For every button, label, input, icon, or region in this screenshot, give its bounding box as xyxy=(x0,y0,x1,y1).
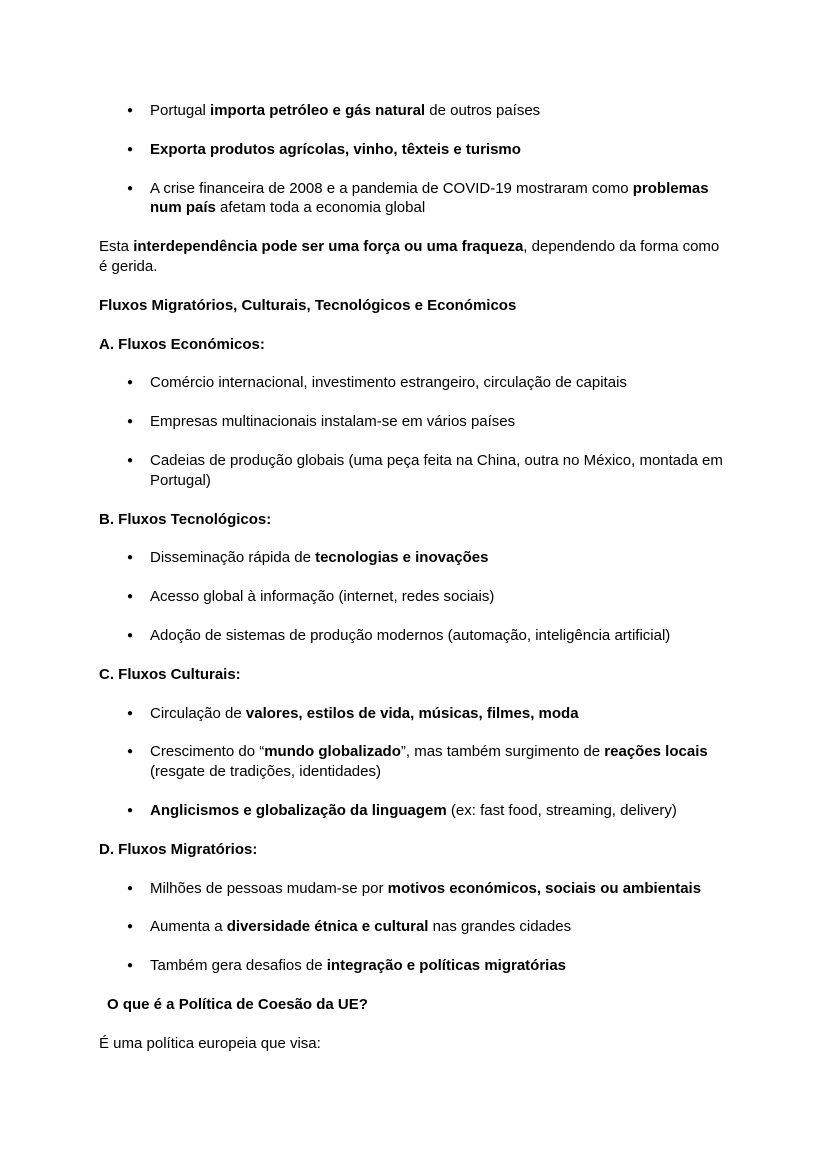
regular-text: Aumenta a xyxy=(150,918,227,936)
bullet-text xyxy=(150,956,729,976)
bold-text: B. Fluxos Tecnológicos: xyxy=(99,510,272,528)
bullet-item xyxy=(99,956,729,976)
regular-text: Comércio internacional, investimento estrangeiro, circulação de capitais xyxy=(150,374,627,392)
bullet-marker-icon: ● xyxy=(127,746,134,758)
bullet-text xyxy=(150,587,729,607)
regular-text: Crescimento do “ xyxy=(150,743,265,761)
heading xyxy=(99,510,729,530)
bullet-text xyxy=(150,801,729,821)
bullet-marker-icon: ● xyxy=(127,105,134,116)
regular-text: de outros países xyxy=(425,102,541,119)
bullet-marker-icon: ● xyxy=(127,707,134,719)
bold-text: interdependência pode ser uma força ou uma fraqueza xyxy=(133,238,524,256)
bullet-marker-icon: ● xyxy=(127,882,134,894)
bullet-marker-icon: ● xyxy=(127,629,134,641)
regular-text: afetam toda a economia global xyxy=(215,199,426,217)
regular-text: Disseminação rápida de xyxy=(150,549,316,567)
bullet-item xyxy=(99,179,729,219)
bullet-marker-icon: ● xyxy=(127,921,134,933)
bullet-item xyxy=(99,917,729,937)
bullet-item xyxy=(99,801,729,821)
bold-text: diversidade étnica e cultural xyxy=(226,918,429,936)
bullet-text xyxy=(150,101,729,121)
bullet-item xyxy=(99,742,729,782)
bullet-item xyxy=(99,548,729,568)
bold-text: A. Fluxos Económicos: xyxy=(99,335,265,353)
bullet-marker-icon: ● xyxy=(127,552,134,564)
regular-text: Cadeias de produção globais (uma peça feita na China, outra no México, montada em Portugal) xyxy=(150,451,723,489)
regular-text: Empresas multinacionais instalam-se em vários países xyxy=(150,413,516,431)
paragraph xyxy=(99,1034,729,1054)
bold-text: Anglicismos e globalização da linguagem xyxy=(150,801,447,819)
bullet-text xyxy=(150,412,729,432)
bullet-text xyxy=(150,451,729,491)
regular-text: Portugal xyxy=(150,102,211,119)
bullet-text xyxy=(150,879,729,899)
bullet-item xyxy=(99,704,729,724)
heading xyxy=(99,995,729,1015)
bold-text: D. Fluxos Migratórios: xyxy=(99,840,258,858)
regular-text: , dependendo da forma como é gerida. xyxy=(99,238,720,275)
bullet-text xyxy=(150,548,729,568)
bullet-text xyxy=(150,373,729,393)
bullet-text xyxy=(150,917,729,937)
bullet-item xyxy=(99,587,729,607)
regular-text: Milhões de pessoas mudam-se por xyxy=(150,879,388,897)
bullet-text xyxy=(150,742,729,782)
bold-text: problemas num país xyxy=(150,179,709,217)
regular-text: Acesso global à informação (internet, redes sociais) xyxy=(150,588,495,606)
bullet-item xyxy=(99,451,729,491)
bullet-item xyxy=(99,879,729,899)
bold-text: Fluxos Migratórios, Culturais, Tecnológicos e Económicos xyxy=(99,296,517,314)
bullet-item xyxy=(99,373,729,393)
regular-text: Também gera desafios de xyxy=(150,957,327,975)
paragraph xyxy=(99,237,729,277)
regular-text: ”, mas também surgimento de xyxy=(400,743,605,761)
regular-text: Adoção de sistemas de produção modernos (automação, inteligência artificial) xyxy=(150,626,671,644)
bullet-item xyxy=(99,626,729,646)
bold-text: Exporta produtos agrícolas, vinho, têxteis e turismo xyxy=(150,140,521,158)
regular-text: (ex: fast food, streaming, delivery) xyxy=(446,801,677,819)
bullet-marker-icon: ● xyxy=(127,416,134,428)
bullet-marker-icon: ● xyxy=(127,804,134,816)
heading xyxy=(99,665,729,685)
bullet-text xyxy=(150,140,729,160)
bold-text: integração e políticas migratórias xyxy=(326,957,567,975)
bullet-marker-icon: ● xyxy=(127,143,134,155)
bold-text: valores, estilos de vida, músicas, filmes, moda xyxy=(245,704,579,722)
bold-text: C. Fluxos Culturais: xyxy=(99,665,241,683)
bullet-text xyxy=(150,704,729,724)
regular-text: A crise financeira de 2008 e a pandemia de COVID-19 mostraram como xyxy=(150,179,633,197)
heading xyxy=(99,335,729,355)
bullet-marker-icon: ● xyxy=(127,377,134,389)
regular-text: É uma política europeia que visa: xyxy=(99,1034,321,1052)
bullet-item xyxy=(99,101,729,121)
bullet-item xyxy=(99,140,729,160)
bullet-marker-icon: ● xyxy=(127,454,134,466)
regular-text: Circulação de xyxy=(150,704,246,722)
heading xyxy=(99,296,729,316)
bold-text: motivos económicos, sociais ou ambientais xyxy=(387,879,702,897)
regular-text: Esta xyxy=(99,238,134,256)
bold-text: tecnologias e inovações xyxy=(315,549,489,567)
regular-text: (resgate de tradições, identidades) xyxy=(150,763,381,781)
bold-text: reações locais xyxy=(604,743,708,761)
regular-text: nas grandes cidades xyxy=(428,918,572,936)
bold-text: O que é a Política de Coesão da UE? xyxy=(107,995,368,1013)
bold-text: importa petróleo e gás natural xyxy=(210,102,426,119)
heading xyxy=(99,840,729,860)
bold-text: mundo globalizado xyxy=(264,743,401,761)
bullet-item xyxy=(99,412,729,432)
bullet-marker-icon: ● xyxy=(127,182,134,194)
bullet-marker-icon: ● xyxy=(127,591,134,603)
bullet-text xyxy=(150,179,729,219)
bullet-text xyxy=(150,626,729,646)
bullet-marker-icon: ● xyxy=(127,960,134,972)
document-content xyxy=(99,101,729,1054)
